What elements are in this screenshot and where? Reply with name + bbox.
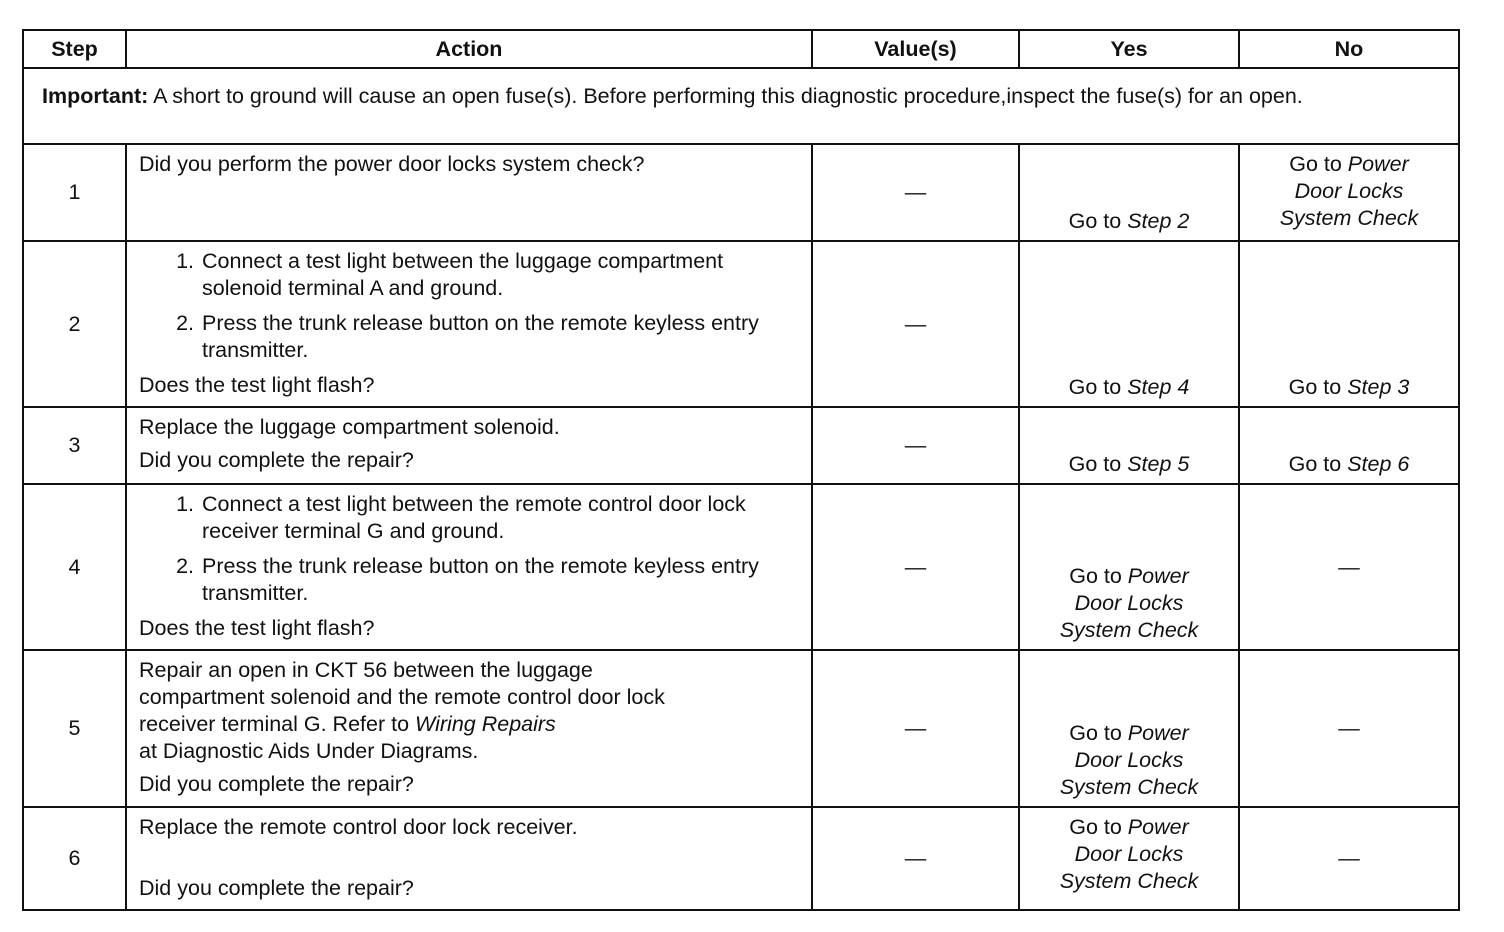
yes-target: Power: [1127, 815, 1189, 839]
action-line: receiver terminal G. Refer to Wiring Repairs: [139, 712, 556, 736]
yes-cell: [1019, 807, 1239, 910]
substeps: [139, 491, 799, 607]
value-cell: [812, 241, 1019, 407]
action-cell: [126, 807, 812, 910]
important-note: [23, 68, 1459, 144]
yes-target: Step 5: [1127, 452, 1190, 476]
header-values: Value(s): [812, 30, 1019, 68]
goto-label: Go to: [1069, 721, 1128, 745]
value-cell: [812, 807, 1019, 910]
action-text: Replace the luggage compartment solenoid.: [139, 415, 560, 439]
step-number: 4: [23, 484, 126, 650]
no-target: Step 6: [1347, 452, 1410, 476]
dash: —: [1338, 716, 1360, 740]
table-row: [23, 807, 1459, 910]
step-number: 5: [23, 650, 126, 807]
dash: —: [904, 846, 927, 870]
yes-target: Step 2: [1127, 209, 1190, 233]
goto-label: Go to: [1289, 152, 1348, 176]
goto-label: Go to: [1068, 375, 1128, 399]
question: Did you complete the repair?: [139, 448, 414, 472]
question: Did you complete the repair?: [139, 876, 414, 900]
yes-target: Door Locks: [1074, 842, 1184, 866]
goto-label: Go to: [1288, 375, 1348, 399]
action-cell: [126, 407, 812, 484]
yes-target: System Check: [1059, 618, 1199, 642]
yes-cell: [1019, 650, 1239, 807]
action-cell: [126, 241, 812, 407]
dash: —: [1338, 554, 1360, 579]
action-cell: [126, 484, 812, 650]
important-text: A short to ground will cause an open fuse(s). Before performing this diagnostic procedure,inspect the fuse(s) for an open.: [148, 84, 1303, 108]
action-text: Replace the remote control door lock receiver.: [139, 815, 578, 839]
value-cell: [812, 650, 1019, 807]
no-target: Door Locks: [1294, 179, 1404, 203]
no-cell: [1239, 650, 1459, 807]
value-cell: [812, 144, 1019, 241]
action-cell: [126, 650, 812, 807]
goto-label: Go to: [1288, 452, 1348, 476]
dash: —: [904, 433, 927, 457]
dash: —: [904, 180, 927, 204]
substeps: [139, 248, 799, 364]
yes-cell: [1019, 407, 1239, 484]
yes-target: System Check: [1059, 869, 1199, 893]
substep: 2. Press the trunk release button on the remote keyless entry transmitter.: [176, 554, 759, 605]
step-number: 2: [23, 241, 126, 407]
dash: —: [904, 554, 927, 579]
value-cell: [812, 407, 1019, 484]
goto-label: Go to: [1068, 452, 1128, 476]
no-cell: [1239, 144, 1459, 241]
action-cell: [126, 144, 812, 241]
action-text: Did you perform the power door locks system check?: [139, 152, 645, 176]
question: Did you complete the repair?: [139, 772, 414, 796]
wiring-repairs-ref: Wiring Repairs: [415, 712, 556, 736]
action-line: compartment solenoid and the remote control door lock: [139, 685, 665, 709]
no-target: Step 3: [1347, 375, 1410, 399]
yes-target: System Check: [1059, 775, 1199, 799]
dash: —: [904, 716, 927, 740]
table-row: [23, 144, 1459, 241]
action-line: at Diagnostic Aids Under Diagrams.: [139, 739, 479, 763]
goto-label: Go to: [1069, 564, 1128, 588]
yes-cell: [1019, 241, 1239, 407]
diagnostic-table: [22, 29, 1460, 911]
no-target: System Check: [1279, 206, 1419, 230]
dash: —: [1338, 846, 1360, 870]
yes-target: Power: [1127, 564, 1189, 588]
value-cell: [812, 484, 1019, 650]
dash: —: [904, 311, 927, 336]
yes-target: Door Locks: [1074, 591, 1184, 615]
table-row: [23, 484, 1459, 650]
yes-target: Step 4: [1127, 375, 1190, 399]
no-cell: [1239, 241, 1459, 407]
yes-cell: [1019, 144, 1239, 241]
question: Does the test light flash?: [139, 616, 375, 640]
goto-label: Go to: [1068, 209, 1128, 233]
important-row: [23, 68, 1459, 144]
substep: 1. Connect a test light between the luggage compartment solenoid terminal A and ground.: [176, 249, 724, 300]
header-action: Action: [126, 30, 812, 68]
important-label: Important:: [42, 84, 149, 108]
step-number: 1: [23, 144, 126, 241]
header-yes: Yes: [1019, 30, 1239, 68]
goto-label: Go to: [1069, 815, 1128, 839]
no-cell: [1239, 484, 1459, 650]
header-row: [23, 30, 1459, 68]
yes-cell: [1019, 484, 1239, 650]
no-target: Power: [1347, 152, 1409, 176]
action-line: Repair an open in CKT 56 between the luggage: [139, 658, 593, 682]
table-row: [23, 241, 1459, 407]
step-number: 3: [23, 407, 126, 484]
step-number: 6: [23, 807, 126, 910]
question: Does the test light flash?: [139, 373, 375, 397]
header-step: Step: [23, 30, 126, 68]
header-no: No: [1239, 30, 1459, 68]
table-row: [23, 650, 1459, 807]
no-cell: [1239, 807, 1459, 910]
no-cell: [1239, 407, 1459, 484]
yes-target: Power: [1127, 721, 1189, 745]
substep: 1. Connect a test light between the remote control door lock receiver terminal G and ground.: [176, 492, 746, 543]
substep: 2. Press the trunk release button on the remote keyless entry transmitter.: [176, 311, 759, 362]
table-row: [23, 407, 1459, 484]
yes-target: Door Locks: [1074, 748, 1184, 772]
